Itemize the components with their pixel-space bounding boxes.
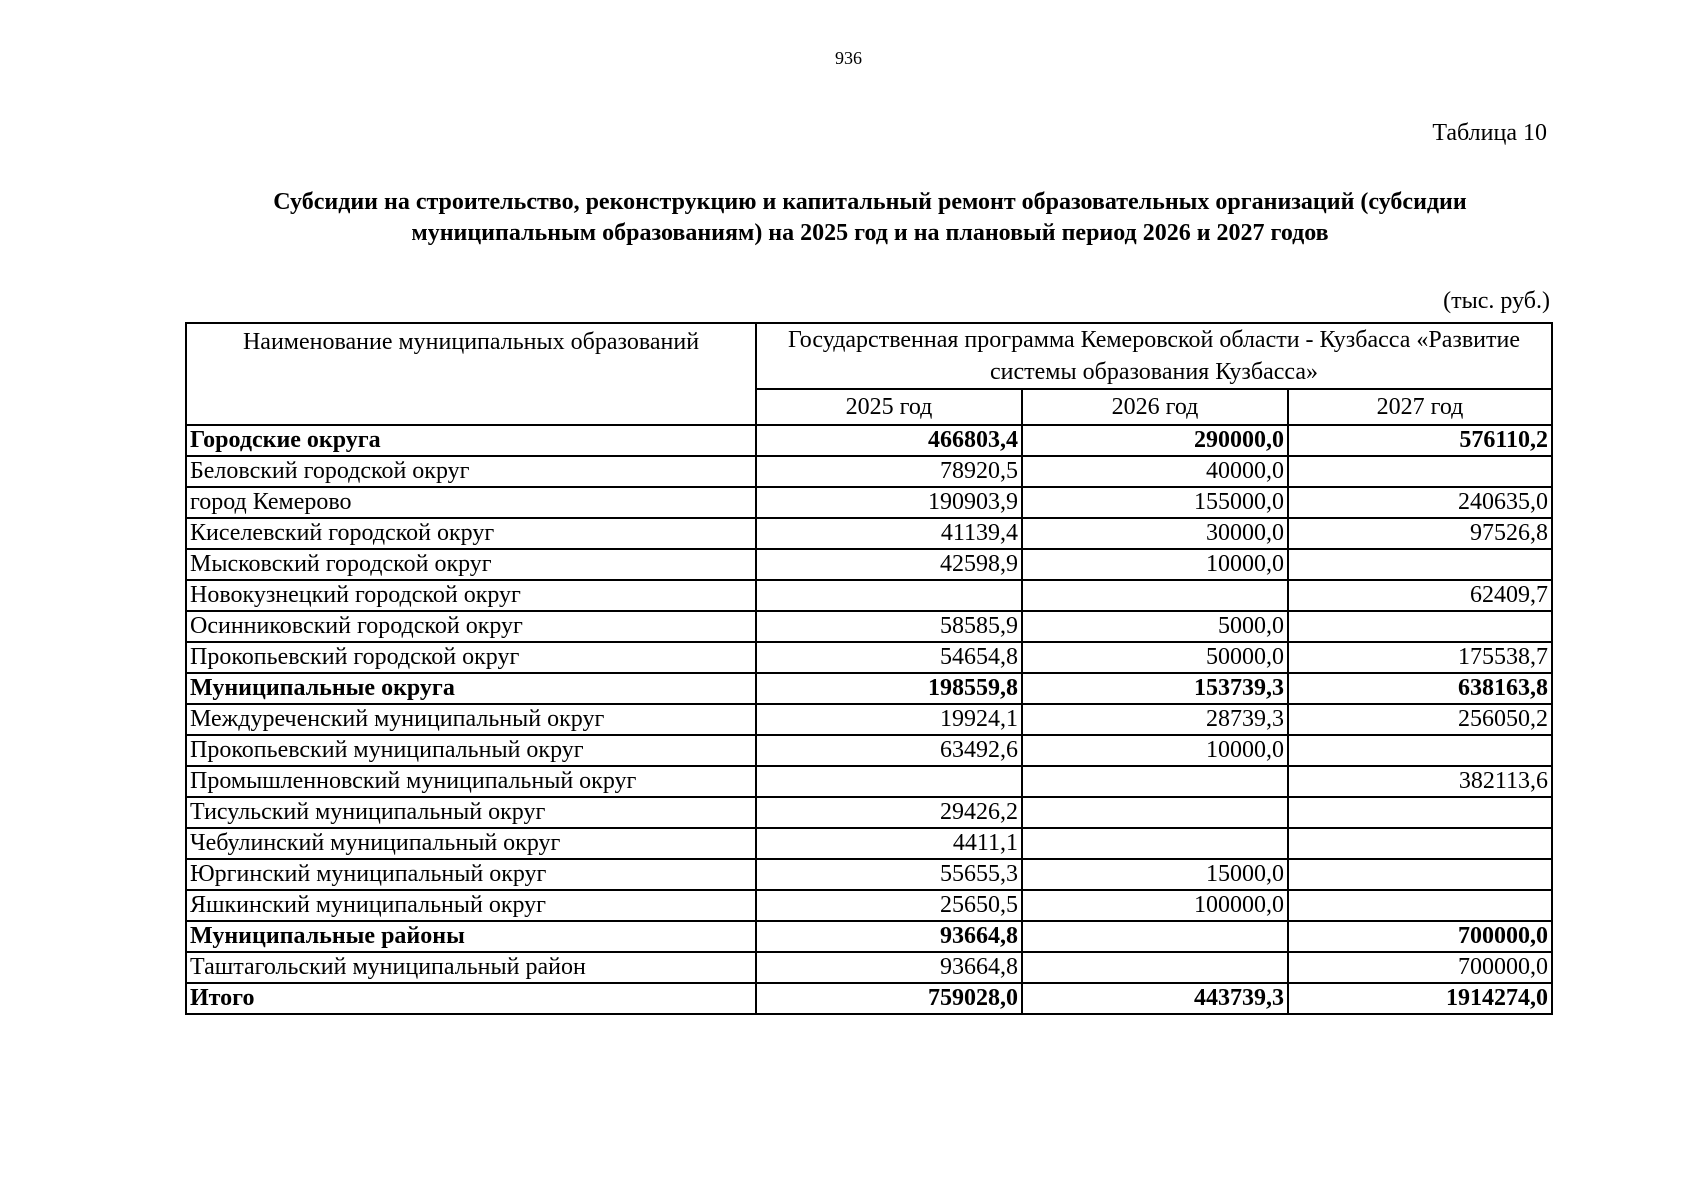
municipality-name-cell: Муниципальные районы <box>186 921 756 952</box>
value-2026-cell: 30000,0 <box>1022 518 1288 549</box>
value-2025-cell <box>756 580 1022 611</box>
value-2026-cell: 50000,0 <box>1022 642 1288 673</box>
value-2027-cell <box>1288 859 1552 890</box>
value-2025-cell: 4411,1 <box>756 828 1022 859</box>
municipality-name-cell: Мысковский городской округ <box>186 549 756 580</box>
value-2025-cell: 93664,8 <box>756 921 1022 952</box>
municipality-name-cell: Киселевский городской округ <box>186 518 756 549</box>
table-row <box>186 797 1552 828</box>
value-2026-cell: 290000,0 <box>1022 425 1288 456</box>
value-2025-cell <box>756 766 1022 797</box>
value-2027-cell: 576110,2 <box>1288 425 1552 456</box>
units-note: (тыс. руб.) <box>1443 288 1550 314</box>
value-2027-cell: 700000,0 <box>1288 952 1552 983</box>
header-municipality-name: Наименование муниципальных образований <box>186 323 756 425</box>
municipality-name-cell: Яшкинский муниципальный округ <box>186 890 756 921</box>
municipality-name-cell: Междуреченский муниципальный округ <box>186 704 756 735</box>
value-2027-cell <box>1288 797 1552 828</box>
document-title: Субсидии на строительство, реконструкцию и капитальный ремонт образовательных организаций (субсидии муниципальным образованиям) на 2025 год и на плановый период 2026 и 2027 годов <box>273 189 1467 246</box>
table-row <box>186 425 1552 456</box>
municipality-name-cell: Тисульский муниципальный округ <box>186 797 756 828</box>
header-year-2027: 2027 год <box>1288 389 1552 425</box>
municipality-name-cell: Прокопьевский городской округ <box>186 642 756 673</box>
table-row <box>186 735 1552 766</box>
value-2027-cell: 175538,7 <box>1288 642 1552 673</box>
value-2026-cell: 155000,0 <box>1022 487 1288 518</box>
value-2026-cell: 40000,0 <box>1022 456 1288 487</box>
table-row <box>186 549 1552 580</box>
value-2027-cell: 638163,8 <box>1288 673 1552 704</box>
value-2026-cell <box>1022 828 1288 859</box>
table-body <box>186 425 1552 1014</box>
value-2027-cell: 240635,0 <box>1288 487 1552 518</box>
value-2026-cell: 153739,3 <box>1022 673 1288 704</box>
municipality-name-cell: Чебулинский муниципальный округ <box>186 828 756 859</box>
value-2025-cell: 42598,9 <box>756 549 1022 580</box>
value-2026-cell <box>1022 797 1288 828</box>
value-2025-cell: 759028,0 <box>756 983 1022 1014</box>
municipality-name-cell: Новокузнецкий городской округ <box>186 580 756 611</box>
table-row <box>186 456 1552 487</box>
value-2027-cell <box>1288 890 1552 921</box>
municipality-name-cell: Прокопьевский муниципальный округ <box>186 735 756 766</box>
value-2025-cell: 54654,8 <box>756 642 1022 673</box>
value-2025-cell: 58585,9 <box>756 611 1022 642</box>
header-year-2025: 2025 год <box>756 389 1022 425</box>
value-2026-cell: 10000,0 <box>1022 735 1288 766</box>
subsidies-table <box>185 322 1553 1015</box>
value-2025-cell: 190903,9 <box>756 487 1022 518</box>
municipality-name-cell: Юргинский муниципальный округ <box>186 859 756 890</box>
value-2026-cell: 15000,0 <box>1022 859 1288 890</box>
table-row <box>186 704 1552 735</box>
table-row <box>186 673 1552 704</box>
table-row <box>186 859 1552 890</box>
municipality-name-cell: Итого <box>186 983 756 1014</box>
table-row <box>186 983 1552 1014</box>
value-2027-cell <box>1288 611 1552 642</box>
municipality-name-cell: город Кемерово <box>186 487 756 518</box>
municipality-name-cell: Беловский городской округ <box>186 456 756 487</box>
value-2025-cell: 63492,6 <box>756 735 1022 766</box>
value-2025-cell: 198559,8 <box>756 673 1022 704</box>
header-state-program: Государственная программа Кемеровской области - Кузбасса «Развитие системы образования Кузбасса» <box>756 323 1552 389</box>
value-2025-cell: 29426,2 <box>756 797 1022 828</box>
table-row <box>186 580 1552 611</box>
value-2027-cell: 700000,0 <box>1288 921 1552 952</box>
table-row <box>186 766 1552 797</box>
value-2027-cell: 97526,8 <box>1288 518 1552 549</box>
table-row <box>186 611 1552 642</box>
table-row <box>186 952 1552 983</box>
value-2026-cell <box>1022 580 1288 611</box>
value-2026-cell <box>1022 921 1288 952</box>
table-row <box>186 642 1552 673</box>
value-2026-cell: 443739,3 <box>1022 983 1288 1014</box>
value-2027-cell <box>1288 456 1552 487</box>
value-2027-cell <box>1288 735 1552 766</box>
table-row <box>186 890 1552 921</box>
value-2026-cell <box>1022 952 1288 983</box>
table-row <box>186 518 1552 549</box>
value-2026-cell: 100000,0 <box>1022 890 1288 921</box>
municipality-name-cell: Таштагольский муниципальный район <box>186 952 756 983</box>
table-row <box>186 921 1552 952</box>
table-row <box>186 828 1552 859</box>
municipality-name-cell: Осинниковский городской округ <box>186 611 756 642</box>
value-2026-cell <box>1022 766 1288 797</box>
value-2025-cell: 41139,4 <box>756 518 1022 549</box>
value-2025-cell: 93664,8 <box>756 952 1022 983</box>
value-2027-cell: 1914274,0 <box>1288 983 1552 1014</box>
value-2025-cell: 25650,5 <box>756 890 1022 921</box>
table-header-row <box>186 323 1552 389</box>
value-2025-cell: 78920,5 <box>756 456 1022 487</box>
value-2027-cell: 62409,7 <box>1288 580 1552 611</box>
page-number: 936 <box>835 48 862 68</box>
value-2025-cell: 19924,1 <box>756 704 1022 735</box>
value-2027-cell <box>1288 828 1552 859</box>
value-2026-cell: 28739,3 <box>1022 704 1288 735</box>
value-2027-cell <box>1288 549 1552 580</box>
municipality-name-cell: Муниципальные округа <box>186 673 756 704</box>
table-row <box>186 487 1552 518</box>
value-2027-cell: 256050,2 <box>1288 704 1552 735</box>
value-2027-cell: 382113,6 <box>1288 766 1552 797</box>
value-2026-cell: 10000,0 <box>1022 549 1288 580</box>
header-year-2026: 2026 год <box>1022 389 1288 425</box>
municipality-name-cell: Городские округа <box>186 425 756 456</box>
table-reference: Таблица 10 <box>1432 120 1547 146</box>
value-2025-cell: 55655,3 <box>756 859 1022 890</box>
municipality-name-cell: Промышленновский муниципальный округ <box>186 766 756 797</box>
value-2025-cell: 466803,4 <box>756 425 1022 456</box>
value-2026-cell: 5000,0 <box>1022 611 1288 642</box>
